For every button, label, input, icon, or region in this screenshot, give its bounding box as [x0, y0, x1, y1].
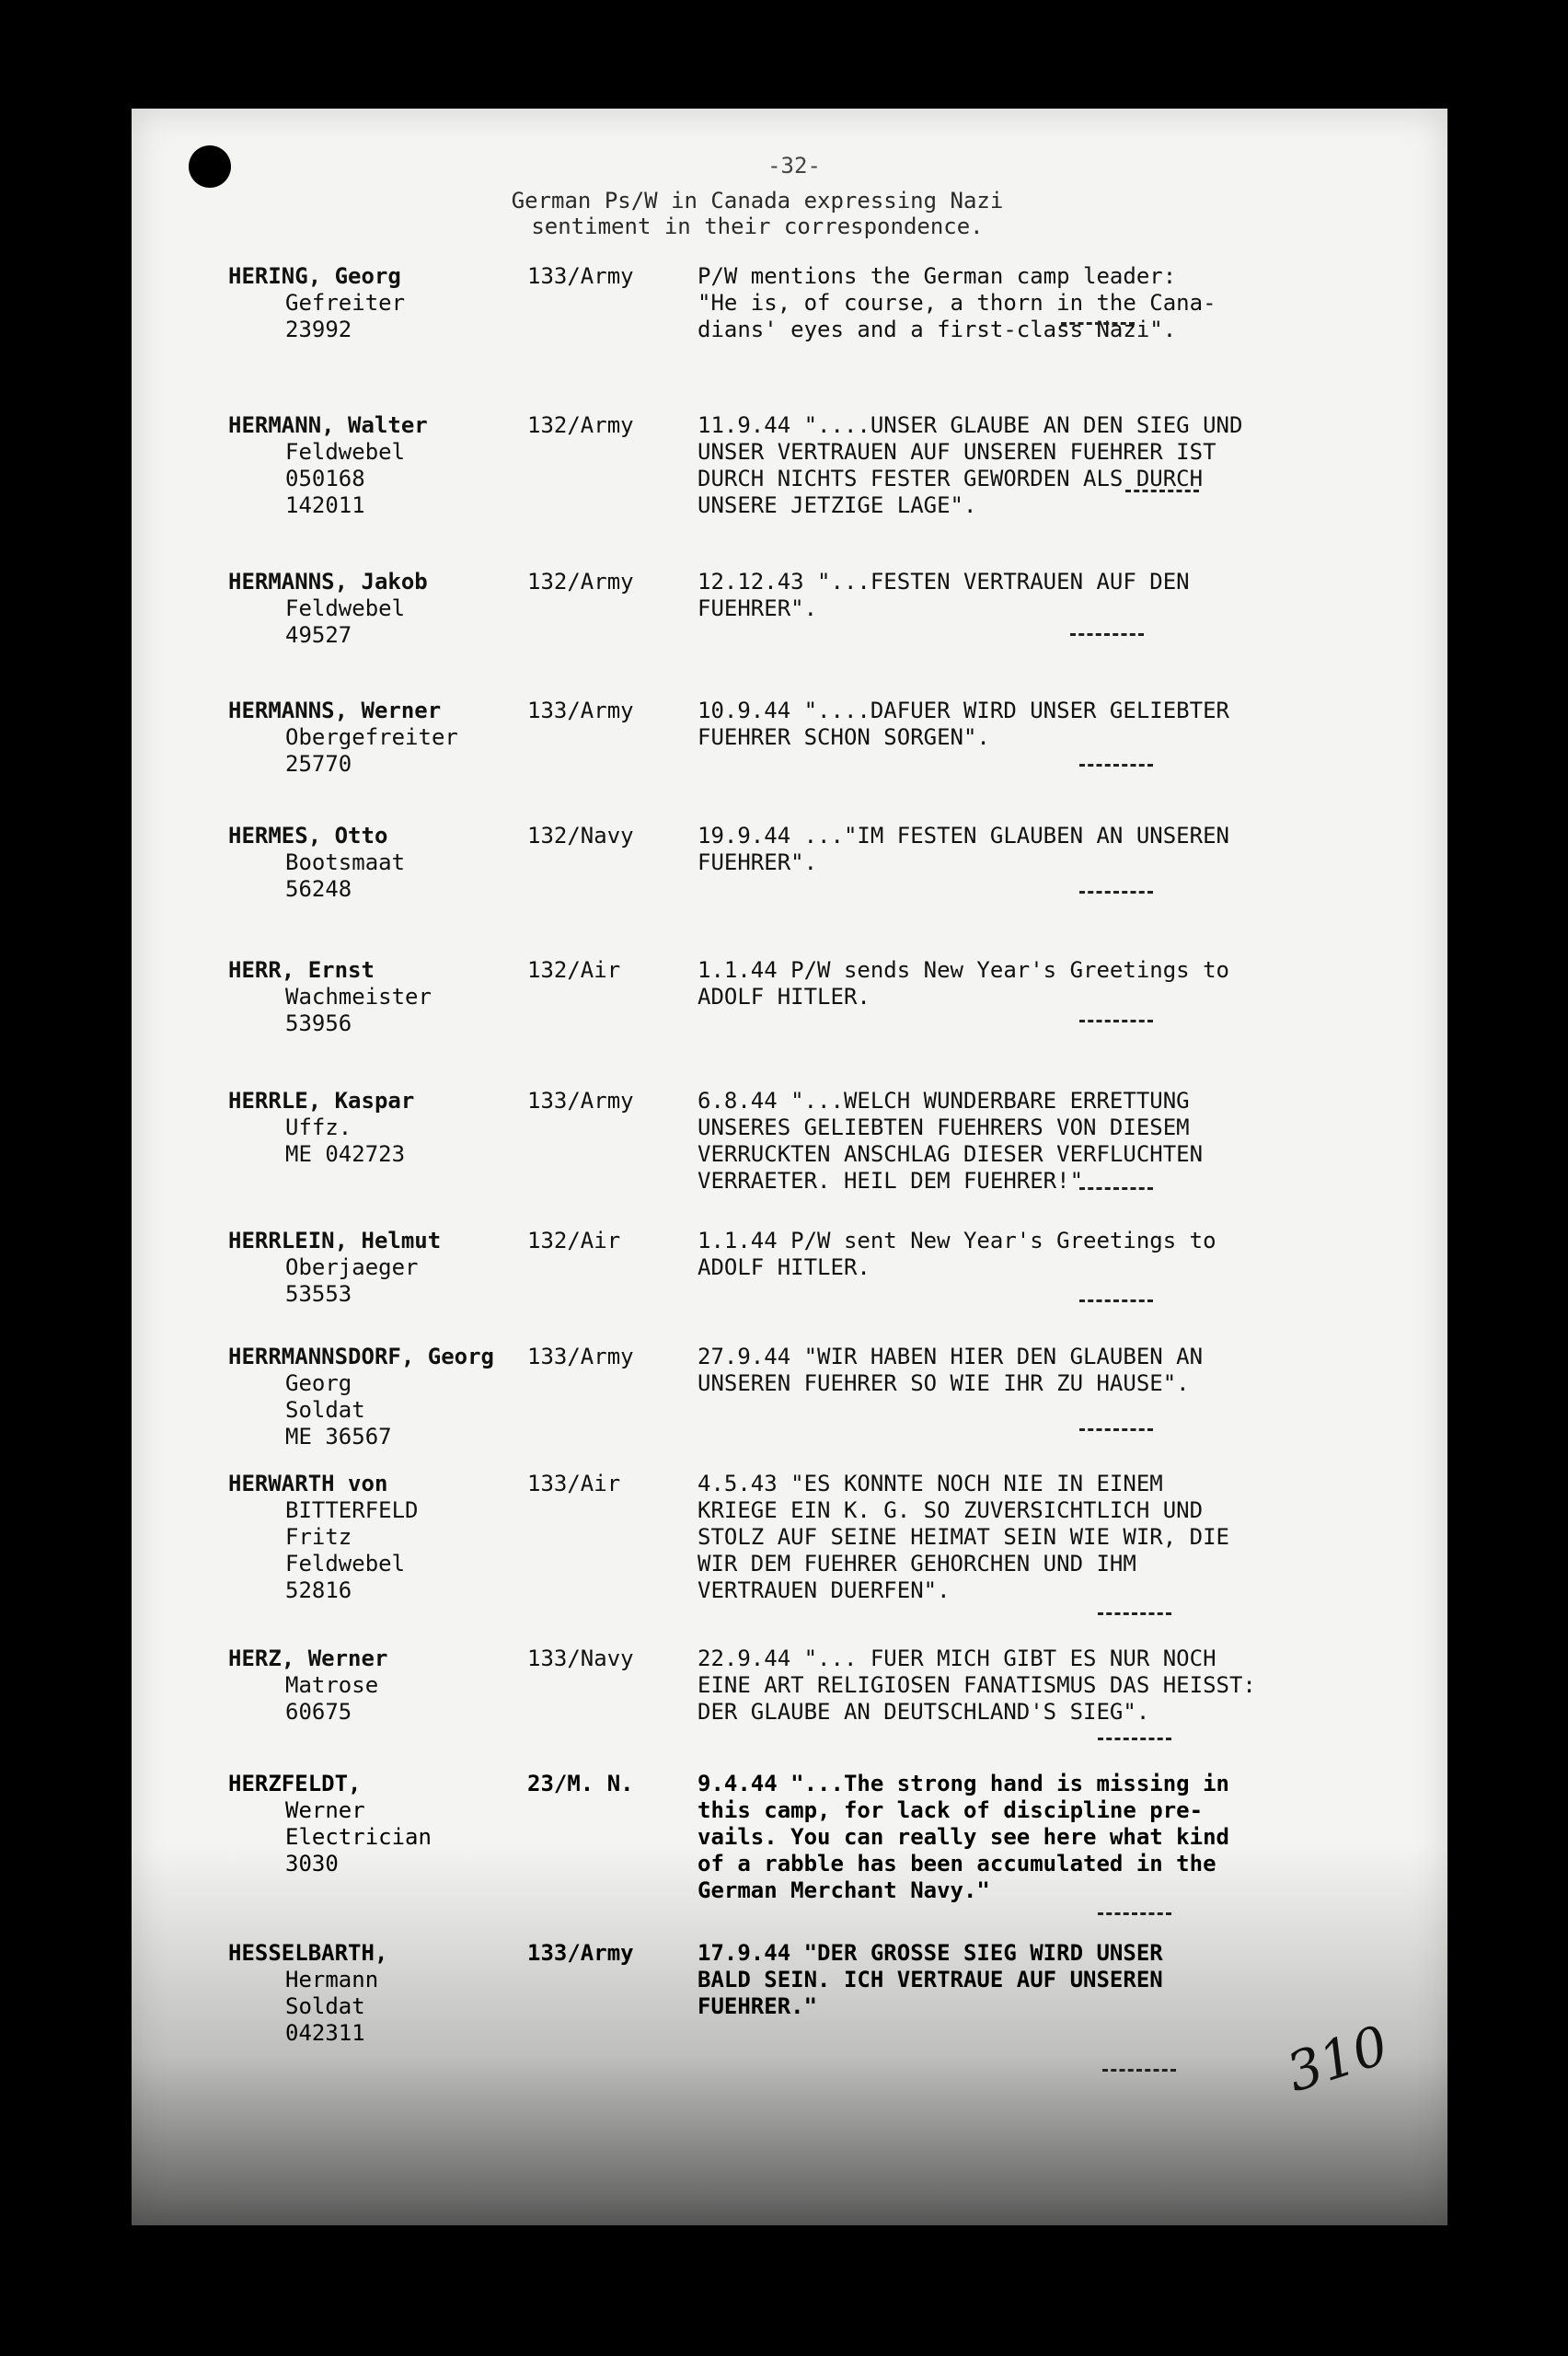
- entry-camp: 133/Navy: [527, 1646, 634, 1671]
- entry-name-detail: 52816: [285, 1577, 352, 1603]
- remark-line: UNSERES GELIEBTEN FUEHRERS VON DIESEM: [698, 1114, 1190, 1140]
- remark-line: FUEHRER".: [698, 849, 818, 875]
- entry-surname: HERZ, Werner: [228, 1646, 388, 1671]
- entry-name-detail: Obergefreiter: [285, 724, 458, 750]
- entry-remark: [698, 1088, 1434, 1195]
- entry-name-detail: Bootsmaat: [285, 849, 406, 875]
- remark-line: EINE ART RELIGIOSEN FANATISMUS DAS HEISST:: [698, 1672, 1256, 1698]
- entry-remark: [698, 1471, 1434, 1604]
- entry-name-block: [228, 823, 405, 903]
- remark-line: KRIEGE EIN K. G. SO ZUVERSICHTLICH UND: [698, 1497, 1204, 1523]
- entry-remark: [698, 1646, 1434, 1726]
- remark-line: FUEHRER SCHON SORGEN".: [698, 724, 990, 750]
- document-title: [408, 188, 1107, 239]
- entry-name-detail: Fritz: [285, 1524, 352, 1550]
- entry-separator: [1102, 2069, 1176, 2072]
- entry-camp: 133/Army: [527, 1344, 634, 1369]
- remark-line: 11.9.44 "....UNSER GLAUBE AN DEN SIEG UND: [698, 412, 1243, 438]
- entry-camp: 133/Army: [527, 1940, 634, 1966]
- entry-name-detail: Oberjaeger: [285, 1254, 419, 1280]
- remark-line: 17.9.44 "DER GROSSE SIEG WIRD UNSER: [698, 1940, 1163, 1966]
- entry-surname: HERRLE, Kaspar: [228, 1088, 415, 1114]
- entry-name-block: [228, 698, 458, 778]
- entry-surname: HERWARTH von: [228, 1471, 388, 1496]
- entry-name-block: [228, 1646, 387, 1726]
- remark-line: WIR DEM FUEHRER GEHORCHEN UND IHM: [698, 1551, 1136, 1576]
- entry-name-block: [228, 569, 428, 649]
- entry-name-detail: Soldat: [285, 1397, 365, 1423]
- remark-line: UNSERE JETZIGE LAGE".: [698, 492, 977, 518]
- entry-name-detail: Werner: [285, 1797, 365, 1823]
- entry-surname: HERING, Georg: [228, 263, 401, 289]
- entry-separator: [1079, 1020, 1153, 1022]
- entry-separator: [1061, 322, 1135, 325]
- remark-line: 19.9.44 ..."IM FESTEN GLAUBEN AN UNSEREN: [698, 823, 1229, 849]
- entry-remark: [698, 823, 1434, 876]
- entry-name-detail: Matrose: [285, 1672, 379, 1698]
- remark-line: vails. You can really see here what kind: [698, 1824, 1229, 1850]
- entry-name-detail: Gefreiter: [285, 290, 406, 316]
- entry-remark: [698, 1771, 1434, 1904]
- entry-name-detail: 53956: [285, 1011, 352, 1036]
- page-number: -32-: [767, 153, 821, 179]
- entry-name-detail: ME 36567: [285, 1424, 392, 1449]
- entry-camp: 132/Army: [527, 569, 634, 595]
- remark-line: BALD SEIN. ICH VERTRAUE AUF UNSEREN: [698, 1967, 1163, 1992]
- entry-remark: [698, 957, 1434, 1011]
- entry-name-detail: 60675: [285, 1699, 352, 1725]
- entry-name-detail: 25770: [285, 751, 352, 777]
- entry-camp: 133/Army: [527, 698, 634, 723]
- entry-remark: [698, 1940, 1434, 2020]
- entry-separator: [1079, 764, 1153, 767]
- remark-line: FUEHRER.": [698, 1993, 818, 2019]
- remark-line: 6.8.44 "...WELCH WUNDERBARE ERRETTUNG: [698, 1088, 1190, 1114]
- entry-surname: HERMANNS, Werner: [228, 698, 442, 723]
- entry-surname: HESSELBARTH,: [228, 1940, 388, 1966]
- remark-line: 4.5.43 "ES KONNTE NOCH NIE IN EINEM: [698, 1471, 1163, 1496]
- entry-camp: 133/Army: [527, 263, 634, 289]
- entry-separator: [1079, 891, 1153, 894]
- remark-line: 9.4.44 "...The strong hand is missing in: [698, 1771, 1229, 1796]
- entry-name-detail: 142011: [285, 492, 365, 518]
- remark-line: UNSEREN FUEHRER SO WIE IHR ZU HAUSE".: [698, 1370, 1190, 1396]
- handwritten-page-number: 310: [1279, 2013, 1396, 2105]
- punch-hole: [189, 145, 231, 188]
- entry-camp: 133/Air: [527, 1471, 621, 1496]
- entry-remark: [698, 569, 1434, 622]
- entry-name-detail: BITTERFELD: [285, 1497, 419, 1523]
- entry-name-detail: 56248: [285, 876, 352, 902]
- entry-separator: [1079, 1299, 1153, 1302]
- remark-line: DURCH NICHTS FESTER GEWORDEN ALS DURCH: [698, 466, 1204, 491]
- remark-line: 10.9.44 "....DAFUER WIRD UNSER GELIEBTER: [698, 698, 1229, 723]
- remark-line: VERRAETER. HEIL DEM FUEHRER!": [698, 1168, 1084, 1194]
- entry-camp: 133/Army: [527, 1088, 634, 1114]
- remark-line: of a rabble has been accumulated in the: [698, 1851, 1216, 1877]
- entry-surname: HERRMANNSDORF, Georg: [228, 1344, 494, 1369]
- remark-line: DER GLAUBE AN DEUTSCHLAND'S SIEG".: [698, 1699, 1150, 1725]
- entry-name-block: [228, 1344, 494, 1450]
- entry-name-block: [228, 263, 405, 343]
- entry-separator: [1098, 1612, 1171, 1615]
- entry-name-detail: Feldwebel: [285, 439, 406, 465]
- entry-name-detail: Hermann: [285, 1967, 379, 1992]
- entry-separator: [1098, 1738, 1171, 1740]
- entry-name-block: [228, 1228, 441, 1308]
- entry-remark: [698, 263, 1434, 343]
- entry-surname: HERMANN, Walter: [228, 412, 428, 438]
- entry-camp: 132/Air: [527, 957, 621, 983]
- remark-line: German Merchant Navy.": [698, 1877, 990, 1903]
- remark-line: 12.12.43 "...FESTEN VERTRAUEN AUF DEN: [698, 569, 1190, 595]
- remark-line: FUEHRER".: [698, 595, 818, 621]
- remark-line: UNSER VERTRAUEN AUF UNSEREN FUEHRER IST: [698, 439, 1216, 465]
- entry-camp: 132/Army: [527, 412, 634, 438]
- remark-line: 1.1.44 P/W sent New Year's Greetings to: [698, 1228, 1216, 1253]
- remark-line: VERTRAUEN DUERFEN".: [698, 1577, 951, 1603]
- entry-name-detail: 3030: [285, 1851, 339, 1877]
- entry-separator: [1079, 1187, 1153, 1190]
- remark-line: 27.9.44 "WIR HABEN HIER DEN GLAUBEN AN: [698, 1344, 1204, 1369]
- remark-line: P/W mentions the German camp leader:: [698, 263, 1177, 289]
- title-line: German Ps/W in Canada expressing Nazi: [511, 188, 1004, 214]
- entry-surname: HERRLEIN, Helmut: [228, 1228, 442, 1253]
- entry-name-detail: 53553: [285, 1281, 352, 1307]
- entry-name-block: [228, 1771, 432, 1877]
- entry-separator: [1125, 490, 1199, 492]
- entry-name-detail: 042311: [285, 2020, 365, 2046]
- entry-separator: [1098, 1912, 1171, 1915]
- entry-name-detail: Feldwebel: [285, 595, 406, 621]
- entry-remark: [698, 412, 1434, 519]
- entry-name-detail: Uffz.: [285, 1114, 352, 1140]
- entry-camp: 132/Air: [527, 1228, 621, 1253]
- remark-line: STOLZ AUF SEINE HEIMAT SEIN WIE WIR, DIE: [698, 1524, 1229, 1550]
- remark-line: ADOLF HITLER.: [698, 984, 870, 1010]
- entry-separator: [1079, 1428, 1153, 1431]
- remark-line: this camp, for lack of discipline pre-: [698, 1797, 1204, 1823]
- remark-line: VERRUCKTEN ANSCHLAG DIESER VERFLUCHTEN: [698, 1141, 1204, 1167]
- entry-remark: [698, 1228, 1434, 1281]
- entry-camp: 132/Navy: [527, 823, 634, 849]
- entry-name-detail: 23992: [285, 317, 352, 342]
- entry-surname: HERMES, Otto: [228, 823, 388, 849]
- entry-name-detail: ME 042723: [285, 1141, 406, 1167]
- entry-name-detail: Electrician: [285, 1824, 432, 1850]
- entry-name-block: [228, 1940, 387, 2047]
- entry-surname: HERR, Ernst: [228, 957, 375, 983]
- entry-name-detail: Wachmeister: [285, 984, 432, 1010]
- entry-name-block: [228, 412, 428, 519]
- entry-name-detail: 050168: [285, 466, 365, 491]
- remark-line: 22.9.44 "... FUER MICH GIBT ES NUR NOCH: [698, 1646, 1216, 1671]
- entry-separator: [1070, 633, 1144, 636]
- entry-remark: [698, 698, 1434, 751]
- remark-line: dians' eyes and a first-class Nazi".: [698, 317, 1177, 342]
- entry-surname: HERMANNS, Jakob: [228, 569, 428, 595]
- entry-name-detail: Soldat: [285, 1993, 365, 2019]
- remark-line: 1.1.44 P/W sends New Year's Greetings to: [698, 957, 1229, 983]
- entry-name-detail: Georg: [285, 1370, 352, 1396]
- entry-name-block: [228, 957, 432, 1037]
- remark-line: "He is, of course, a thorn in the Cana-: [698, 290, 1216, 316]
- entry-name-detail: Feldwebel: [285, 1551, 406, 1576]
- entry-camp: 23/M. N.: [527, 1771, 634, 1796]
- entry-name-block: [228, 1088, 414, 1168]
- entry-name-detail: 49527: [285, 622, 352, 648]
- title-line: sentiment in their correspondence.: [531, 214, 984, 239]
- entry-remark: [698, 1344, 1434, 1397]
- entry-name-block: [228, 1471, 419, 1604]
- document-page: [132, 109, 1447, 2225]
- remark-line: ADOLF HITLER.: [698, 1254, 870, 1280]
- entry-surname: HERZFELDT,: [228, 1771, 362, 1796]
